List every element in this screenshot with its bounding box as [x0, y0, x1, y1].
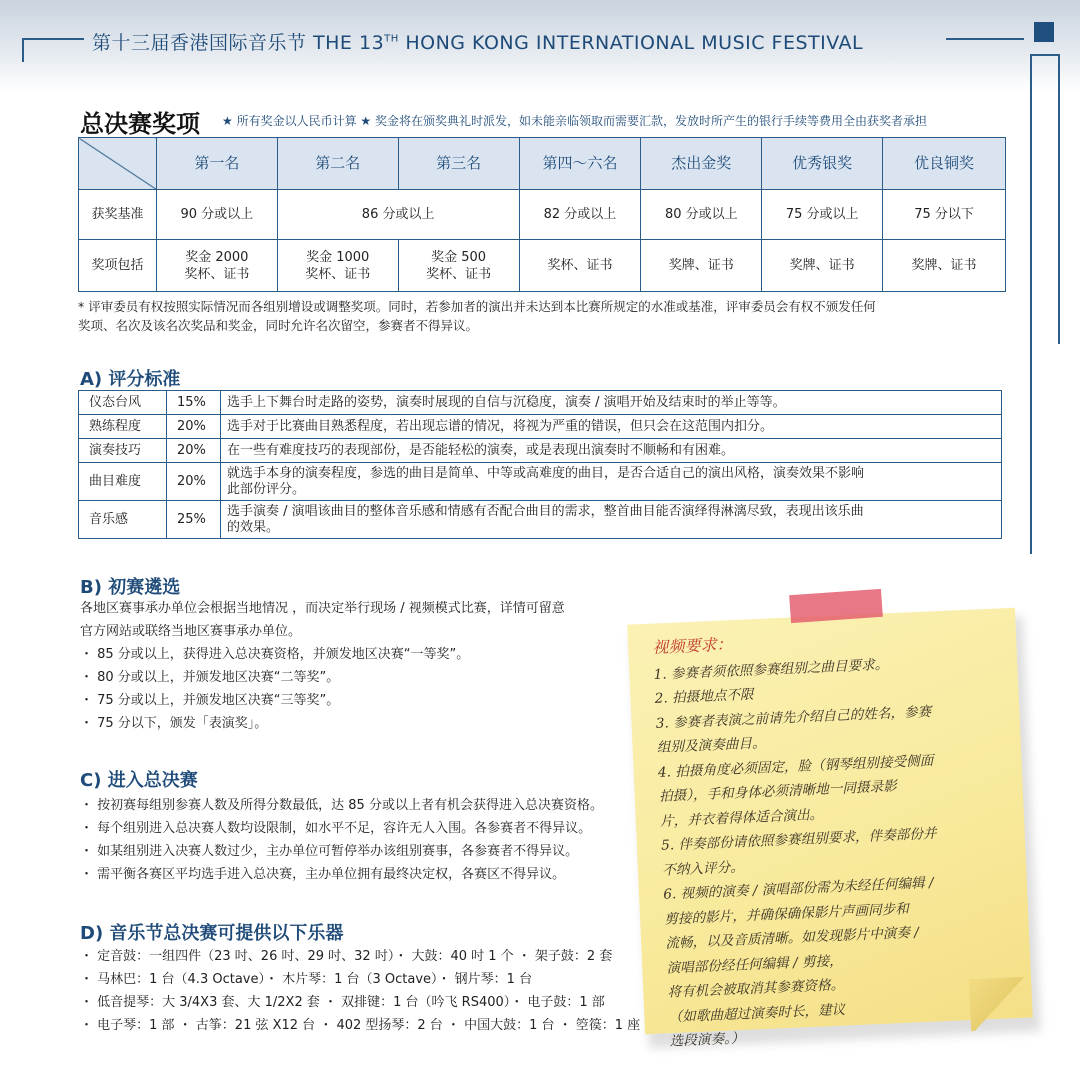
criteria-desc	[221, 501, 1002, 539]
basis-bronze: 75 分以下	[883, 190, 1006, 240]
section-a-heading: A) 评分标准	[80, 369, 181, 390]
list-item: ・ 80 分或以上，并颁发地区决赛“二等奖”。	[80, 670, 340, 685]
criteria-pct: 15%	[167, 391, 221, 415]
list-item: ・ 低音提琴：大 3/4X3 套、大 1/2X2 套 ・ 双排键：1 台（吟飞 RS400）・ 电子鼓：1 部	[80, 995, 605, 1010]
basis-label: 获奖基准	[79, 190, 157, 240]
criteria-desc: 选手上下舞台时走路的姿势，演奏时展现的自信与沉稳度，演奏 / 演唱开始及结束时的举止等等。	[221, 391, 1002, 415]
prize-col-7: 优良铜奖	[883, 138, 1006, 190]
header-line-left	[22, 38, 84, 40]
criteria-pct: 20%	[167, 439, 221, 463]
header-banner	[0, 0, 1080, 92]
items-fourth-sixth: 奖杯、证书	[519, 240, 641, 292]
note-line: 拍摄），手和身体必须清晰地一同摄录影	[658, 778, 898, 805]
list-item: ・ 需平衡各赛区平均选手进入总决赛，主办单位拥有最终决定权，各赛区不得异议。	[80, 867, 566, 882]
list-item: ・ 定音鼓：一组四件（23 吋、26 吋、29 吋、32 吋）・ 大鼓：40 吋 1 个 ・ 架子鼓：2 套	[80, 949, 613, 964]
list-item: ・ 75 分或以上，并颁发地区决赛“三等奖”。	[80, 693, 340, 708]
criteria-desc-l2: 的效果。	[227, 519, 280, 535]
list-item: ・ 马林巴：1 台（4.3 Octave）・ 木片琴：1 台（3 Octave）・ 钢片琴：1 台	[80, 972, 533, 987]
title-sup: TH	[384, 33, 399, 45]
items-first-l2: 奖杯、证书	[184, 266, 250, 282]
items-second-l1: 奖金 1000	[306, 249, 370, 265]
criteria-pct: 20%	[167, 415, 221, 439]
items-third-l1: 奖金 500	[431, 249, 487, 265]
basis-gold: 80 分或以上	[641, 190, 762, 240]
criteria-row	[79, 391, 1002, 415]
criteria-name: 演奏技巧	[79, 439, 167, 463]
basis-second-third: 86 分或以上	[277, 190, 519, 240]
section-c-body	[80, 794, 603, 886]
note-line: 3. 参赛者表演之前请先介绍自己的姓名，参赛	[655, 703, 932, 732]
section-b-body	[80, 597, 565, 735]
header-line-right	[946, 38, 1024, 40]
note-line: 组别及演奏曲目。	[656, 735, 766, 756]
prize-items-row	[79, 240, 1006, 292]
section-c-heading: C) 进入总决赛	[80, 770, 198, 791]
list-item: ・ 85 分或以上，获得进入总决赛资格，并颁发地区决赛“一等奖”。	[80, 647, 470, 662]
note-line: 4. 拍摄角度必须固定，脸（钢琴组别接受侧面	[657, 752, 934, 781]
prize-col-6: 优秀银奖	[762, 138, 883, 190]
prize-col-1: 第一名	[156, 138, 277, 190]
criteria-row	[79, 415, 1002, 439]
prize-heading: 总决赛奖项	[80, 110, 200, 138]
title-main: 第十三届香港国际音乐节 THE 13	[92, 32, 385, 54]
items-first-l1: 奖金 2000	[185, 249, 249, 265]
basis-first: 90 分或以上	[156, 190, 277, 240]
footnote-line-1: * 评审委员有权按照实际情况而各组别增设或调整奖项。同时，若参加者的演出并未达到本比赛所规定的水准或基准，评审委员会有权不颁发任何	[78, 299, 876, 314]
prize-basis-row	[79, 190, 1006, 240]
prize-col-3: 第三名	[398, 138, 519, 190]
note-line: 6. 视频的演奏 / 演唱部份需为未经任何编辑 /	[662, 874, 934, 903]
note-line: 2. 拍摄地点不限	[654, 686, 754, 707]
criteria-name: 音乐感	[79, 501, 167, 539]
note-line: 不纳入评分。	[661, 858, 745, 879]
list-item: ・ 每个组别进入总决赛人数均设限制，如水平不足，容许无人入围。各参赛者不得异议。	[80, 821, 592, 836]
criteria-row	[79, 439, 1002, 463]
list-item: ・ 按初赛每组别参赛人数及所得分数最低，达 85 分或以上者有机会获得进入总决赛资格。	[80, 798, 603, 813]
header-line-right-join	[1030, 54, 1060, 56]
items-second	[277, 240, 398, 292]
items-first	[156, 240, 277, 292]
note-line: （如歌曲超过演奏时长，建议	[668, 1001, 846, 1026]
header-line-right-outer	[1058, 54, 1060, 344]
criteria-desc-l1: 选手演奏 / 演唱该曲目的整体音乐感和情感有否配合曲目的需求，整首曲目能否演绎得淋漓尽致，表现出该乐曲	[227, 503, 864, 519]
section-b-intro-l1: 各地区赛事承办单位会根据当地情况 ，而决定举行现场 / 视频模式比赛，详情可留意	[80, 601, 565, 616]
list-item: ・ 75 分以下，颁发「表演奖」。	[80, 716, 268, 731]
prize-table	[78, 137, 1006, 292]
list-item: ・ 如某组别进入决赛人数过少，主办单位可暂停举办该组别赛事，各参赛者不得异议。	[80, 844, 579, 859]
items-second-l2: 奖杯、证书	[305, 266, 371, 282]
items-third-l2: 奖杯、证书	[426, 266, 492, 282]
items-bronze: 奖牌、证书	[883, 240, 1006, 292]
corner-square	[1034, 22, 1054, 42]
criteria-desc: 在一些有难度技巧的表现部份，是否能轻松的演奏，或是表现出演奏时不顺畅和有困难。	[221, 439, 1002, 463]
note-line: 5. 伴奏部份请依照参赛组别要求，伴奏部份并	[660, 825, 937, 854]
basis-silver: 75 分或以上	[762, 190, 883, 240]
criteria-name: 仪态台风	[79, 391, 167, 415]
prize-col-4: 第四～六名	[519, 138, 641, 190]
header-line-left-drop	[22, 38, 24, 62]
section-d-body	[80, 945, 640, 1037]
prize-col-5: 杰出金奖	[641, 138, 762, 190]
section-d-heading: D) 音乐节总决赛可提供以下乐器	[80, 923, 344, 944]
items-silver: 奖牌、证书	[762, 240, 883, 292]
festival-title	[92, 28, 863, 55]
items-third	[398, 240, 519, 292]
criteria-desc-l2: 此部份评分。	[227, 481, 306, 497]
note-line: 选段演奏。）	[669, 1030, 745, 1050]
criteria-desc: 选手对于比赛曲目熟悉程度，若出现忘谱的情况，将视为严重的错误，但只会在这范围内扣分。	[221, 415, 1002, 439]
basis-fourth-sixth: 82 分或以上	[519, 190, 641, 240]
criteria-name: 曲目难度	[79, 463, 167, 501]
note-line: 演唱部份经任何编辑 / 剪接，	[666, 952, 844, 977]
note-line: 流畅，以及音质清晰。如发现影片中演奏 /	[665, 924, 920, 952]
items-gold: 奖牌、证书	[641, 240, 762, 292]
note-line: 剪接的影片，并确保确保影片声画同步和	[664, 900, 910, 928]
prize-header-row	[79, 138, 1006, 190]
criteria-pct: 25%	[167, 501, 221, 539]
note-line: 片，并衣着得体适合演出。	[659, 806, 824, 830]
video-requirements	[652, 620, 1040, 1054]
video-requirements-title: 视频要求：	[652, 634, 733, 657]
criteria-pct: 20%	[167, 463, 221, 501]
footnote-line-2: 奖项、名次及该名次奖品和奖金，同时允许名次留空，参赛者不得异议。	[78, 318, 479, 333]
section-b-intro-l2: 官方网站或联络当地区赛事承办单位。	[80, 624, 302, 639]
prize-footnote	[78, 297, 1013, 335]
items-label: 奖项包括	[79, 240, 157, 292]
section-b-heading: B) 初赛遴选	[80, 577, 181, 598]
criteria-desc	[221, 463, 1002, 501]
prize-note: ★ 所有奖金以人民币计算 ★ 奖金将在颁奖典礼时派发，如未能亲临领取而需要汇款，发放时所产生的银行手续等费用全由获奖者承担	[222, 114, 927, 128]
criteria-table	[78, 390, 1002, 539]
criteria-row	[79, 463, 1002, 501]
prize-corner-cell	[79, 138, 157, 190]
list-item: ・ 电子琴：1 部 ・ 古筝：21 弦 X12 台 ・ 402 型扬琴：2 台 ・ 中国大鼓：1 台 ・ 箜篌：1 座	[80, 1018, 641, 1033]
title-tail: HONG KONG INTERNATIONAL MUSIC FESTIVAL	[398, 32, 864, 54]
criteria-name: 熟练程度	[79, 415, 167, 439]
criteria-row	[79, 501, 1002, 539]
header-line-right-long	[1030, 54, 1032, 554]
note-line: 将有机会被取消其参赛资格。	[667, 976, 845, 1001]
note-line: 1. 参赛者须依照参赛组别之曲目要求。	[653, 656, 889, 683]
prize-col-2: 第二名	[277, 138, 398, 190]
criteria-desc-l1: 就选手本身的演奏程度，参选的曲目是简单、中等或高难度的曲目，是否合适自己的演出风格，演奏效果不影响	[227, 465, 865, 481]
